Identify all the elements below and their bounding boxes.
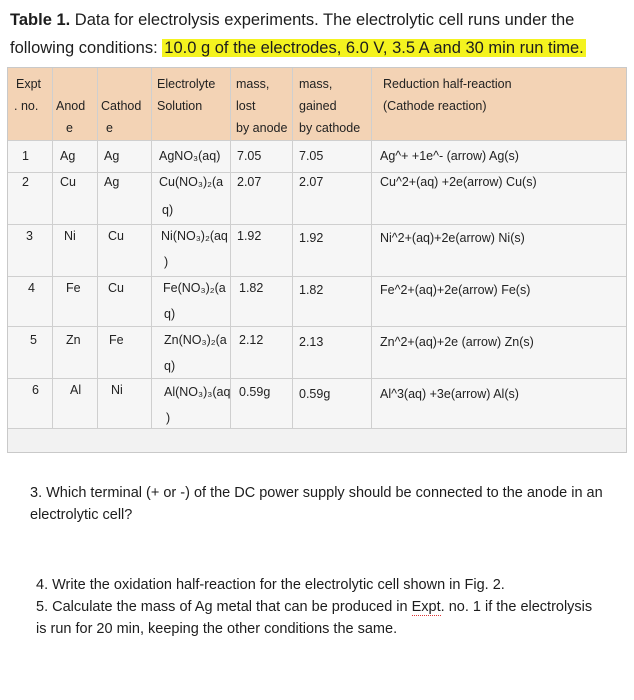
row-6-cathode: Ni xyxy=(111,383,123,397)
header-expt-no: . no. xyxy=(14,99,39,113)
row-2-gained: 2.07 xyxy=(299,175,324,189)
row-1-anode: Ag xyxy=(60,149,76,163)
question-4-text: 4. Write the oxidation half-reaction for the electrolytic cell shown in Fig. 2. xyxy=(36,577,505,593)
row-4-reaction: Fe^2+(aq)+2e(arrow) Fe(s) xyxy=(380,283,531,297)
question-5-text-c: . no. 1 if the electrolysis is run for 20 min, keeping the other conditions the same. xyxy=(36,599,593,637)
row-2-cathode: Ag xyxy=(104,175,120,189)
question-5-text-a: 5. Calculate the mass of Ag metal that can be produced in xyxy=(36,599,412,615)
header-mass-lost-3: by anode xyxy=(236,121,288,135)
header-solution-2: Solution xyxy=(157,99,203,113)
row-3-reaction: Ni^2+(aq)+2e(arrow) Ni(s) xyxy=(380,231,525,245)
row-2-solution: Cu(NO₃)₂(a xyxy=(159,175,224,189)
row-6-solution: Al(NO₃)₃(aq xyxy=(164,385,231,399)
header-reaction: Reduction half-reaction xyxy=(383,77,512,91)
row-2-lost: 2.07 xyxy=(237,175,262,189)
row-5-solution: Zn(NO₃)₂(a xyxy=(164,333,227,347)
row-4-cathode: Cu xyxy=(108,281,124,295)
row-4-solution-2: q) xyxy=(164,307,176,321)
header-mass-gained: mass, xyxy=(299,77,333,91)
header-anode-2: e xyxy=(66,121,73,135)
row-6-no: 6 xyxy=(32,383,39,397)
row-2-anode: Cu xyxy=(60,175,76,189)
row-4-solution: Fe(NO₃)₂(a xyxy=(163,281,226,295)
row-5-gained: 2.13 xyxy=(299,335,324,349)
table-caption xyxy=(10,6,628,62)
row-3-no: 3 xyxy=(26,229,33,243)
header-cathode-2: e xyxy=(106,121,113,135)
row-6-lost: 0.59g xyxy=(239,385,271,399)
row-1-gained: 7.05 xyxy=(299,149,324,163)
row-2-no: 2 xyxy=(22,175,29,189)
caption-text: Data for electrolysis experiments. The electrolytic cell runs under the following conditions: xyxy=(10,11,575,57)
row-3-anode: Ni xyxy=(64,229,76,243)
question-3-text: 3. Which terminal (+ or -) of the DC power supply should be connected to the anode in an electrolytic cell? xyxy=(30,485,603,523)
row-5-anode: Zn xyxy=(66,333,81,347)
row-4-lost: 1.82 xyxy=(239,281,264,295)
row-6-solution-2: ) xyxy=(166,411,171,425)
row-6-anode: Al xyxy=(70,383,82,397)
header-mass-lost: mass, xyxy=(236,77,270,91)
row-2-solution-2: q) xyxy=(162,203,174,217)
row-3-gained: 1.92 xyxy=(299,231,324,245)
row-1-lost: 7.05 xyxy=(237,149,262,163)
row-3-lost: 1.92 xyxy=(237,229,262,243)
question-3 xyxy=(30,482,610,526)
row-1-reaction: Ag^+ +1e^- (arrow) Ag(s) xyxy=(380,149,519,163)
header-mass-gained-3: by cathode xyxy=(299,121,361,135)
row-2-reaction: Cu^2+(aq) +2e(arrow) Cu(s) xyxy=(380,175,537,189)
header-mass-gained-2: gained xyxy=(299,99,337,113)
questions-4-5 xyxy=(36,574,606,640)
row-5-lost: 2.12 xyxy=(239,333,264,347)
row-5-solution-2: q) xyxy=(164,359,176,373)
row-6-gained: 0.59g xyxy=(299,387,331,401)
header-anode: Anod xyxy=(56,99,86,113)
question-5-expt-word: Expt xyxy=(411,599,441,615)
row-1-cathode: Ag xyxy=(104,149,120,163)
row-5-no: 5 xyxy=(30,333,37,347)
header-cathode: Cathod xyxy=(101,99,142,113)
row-1-no: 1 xyxy=(22,149,29,163)
header-solution: Electrolyte xyxy=(157,77,216,91)
question-5 xyxy=(36,596,606,640)
row-5-cathode: Fe xyxy=(109,333,124,347)
data-table xyxy=(7,67,627,453)
caption-highlight: 10.0 g of the electrodes, 6.0 V, 3.5 A and 30 min run time. xyxy=(164,39,584,57)
row-4-gained: 1.82 xyxy=(299,283,324,297)
header-expt: Expt xyxy=(16,77,42,91)
row-3-solution-2: ) xyxy=(164,255,169,269)
row-5-reaction: Zn^2+(aq)+2e (arrow) Zn(s) xyxy=(380,335,534,349)
row-1-solution: AgNO₃(aq) xyxy=(159,149,221,163)
header-mass-lost-2: lost xyxy=(236,99,256,113)
row-4-no: 4 xyxy=(28,281,35,295)
row-3-solution: Ni(NO₃)₂(aq xyxy=(161,229,228,243)
row-4-anode: Fe xyxy=(66,281,81,295)
row-3-cathode: Cu xyxy=(108,229,124,243)
header-reaction-2: (Cathode reaction) xyxy=(383,99,487,113)
caption-label: Table 1. xyxy=(10,11,71,29)
row-6-reaction: Al^3(aq) +3e(arrow) Al(s) xyxy=(380,387,519,401)
